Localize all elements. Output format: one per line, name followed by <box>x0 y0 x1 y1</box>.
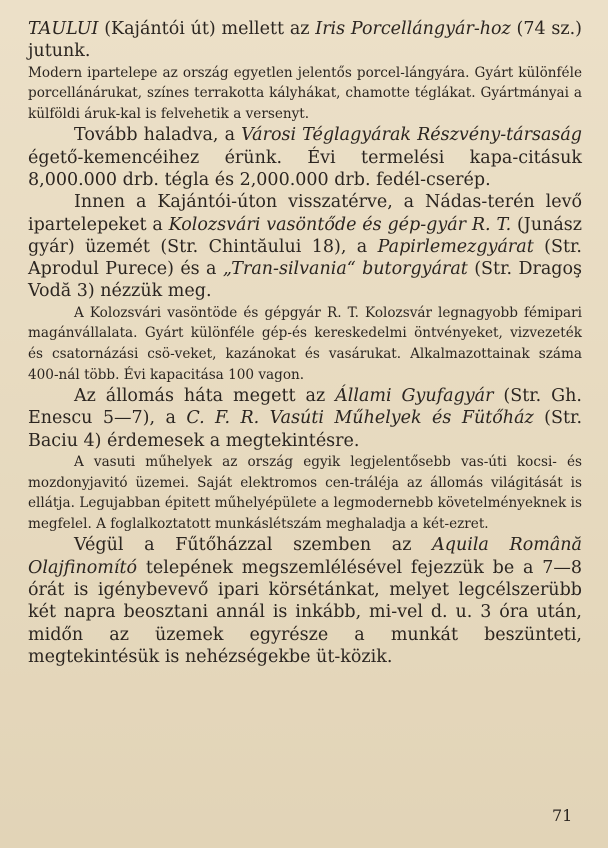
italic-text-segment: Állami Gyufagyár <box>335 386 494 407</box>
paragraph <box>28 18 582 63</box>
text-segment: telepének megszemlélésével fejezzük be a 7—8 órát is igénybevevő ipari körsétánkat, melyet legcélszerübb két napra beosztani annál is inkább, mi-vel d. u. 3 óra után, midőn az üzemek egyrésze a munkát beszünteti, megtekintésük is nehézségekbe üt-közik. <box>28 557 582 667</box>
paragraph <box>28 534 582 668</box>
text-segment: (Str. Dragoş Vodă 3) nézzük meg. <box>28 259 583 302</box>
text-segment: Modern ipartelepe az ország egyetlen jelentős porcel-lángyára. Gyárt különféle porcellánárukat, színes terrakotta kályhákat, chamotte téglákat. Gyártmányai a külföldi áruk-kal is felvehetik a versenyt. <box>28 64 582 122</box>
paragraph <box>28 63 582 125</box>
text-segment: (Str. Aprodul Purece) és a <box>28 236 582 280</box>
text-segment: égető-kemencéihez érünk. Évi termelési kapa-citásuk 8,000.000 drb. tégla és 2,000.000 drb. fedél-cserép. <box>28 147 582 190</box>
text-segment: (Kajántói út) mellett az <box>98 19 316 39</box>
italic-text-segment: C. F. R. Vasúti Műhelyek és Fütőház <box>186 408 534 429</box>
text-segment: (Str. Gh. Enescu 5—7), a <box>28 386 582 429</box>
text-segment: Innen a Kajántói-úton visszatérve, a Nádas-terén levő ipartelepeket a <box>28 192 582 235</box>
text-segment: A Kolozsvári vasöntöde és gépgyár R. T. Kolozsvár legnagyobb fémipari magánvállalata. Gyárt különféle gép-és kereskedelmi öntvényeket, vizvezeték és csatornázási csö-veket, kazánokat és vasárukat. Alkalmazottainak száma 400-nál több. Évi kapacitása 100 vagon. <box>28 304 582 383</box>
italic-text-segment: „Tran-silvania“ butorgyárat <box>222 259 468 280</box>
italic-text-segment: Iris Porcellángyár-hoz <box>315 19 511 39</box>
text-segment: Az állomás háta megett az <box>74 386 336 407</box>
text-segment: (Junász gyár) üzemét (Str. Chintăului 18), a <box>28 214 583 257</box>
italic-text-segment: TAULUI <box>28 19 99 39</box>
paragraph <box>28 191 582 302</box>
italic-text-segment: Aquila Română Olajfinomító <box>28 535 582 578</box>
paragraph <box>28 124 582 191</box>
italic-text-segment: Kolozsvári vasöntőde és gép-gyár R. T. <box>168 214 512 235</box>
text-segment: Tovább haladva, a <box>74 125 242 146</box>
paragraph <box>28 303 582 385</box>
text-body <box>28 18 582 668</box>
text-segment: Végül a Fűtőházzal szemben az <box>74 535 433 556</box>
text-segment: (Str. Baciu 4) érdemesek a megtekintésre. <box>28 408 583 451</box>
paragraph <box>28 385 582 452</box>
italic-text-segment: Városi Téglagyárak Részvény-társaság <box>241 125 582 146</box>
italic-text-segment: Papirlemezgyárat <box>377 236 534 257</box>
page-number: 71 <box>552 806 573 825</box>
text-segment: (74 sz.) jutunk. <box>28 19 582 62</box>
text-segment: A vasuti műhelyek az ország egyik legjelentősebb vas-úti kocsi- és mozdonyjavitó üzemei. Saját elektromos cen-tráléja az állomás világitását is ellátja. Legujabban épitett műhelyépülete a legmodernebb követelményeknek is megfelel. A foglalkoztatott munkáslétszám meghaladja a két-ezret. <box>28 454 582 532</box>
paragraph <box>28 452 582 534</box>
